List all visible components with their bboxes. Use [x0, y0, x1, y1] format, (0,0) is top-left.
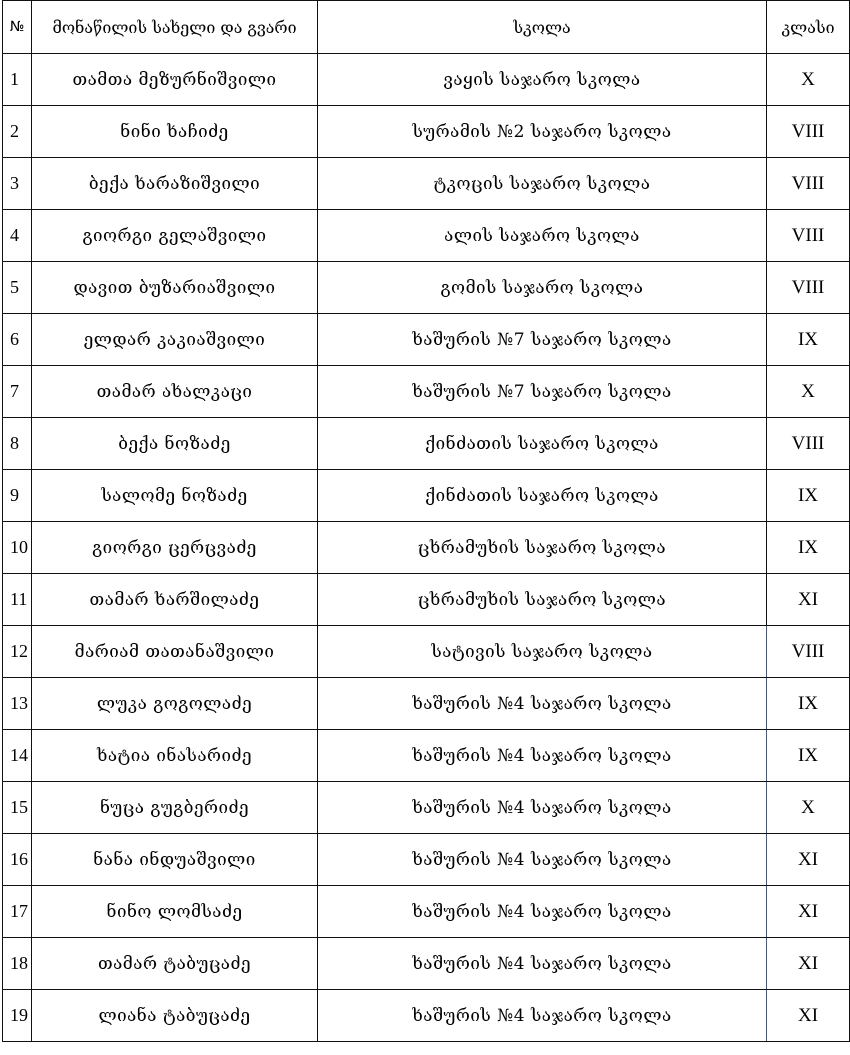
participants-table [2, 0, 850, 1042]
class-grade: VIII [767, 626, 850, 678]
participant-name: გიორგი გელაშვილი [32, 210, 318, 262]
class-grade: IX [767, 470, 850, 522]
school-name: ალის საჯარო სკოლა [318, 210, 767, 262]
class-grade: XI [767, 990, 850, 1042]
table-row [3, 470, 850, 522]
table-row [3, 678, 850, 730]
participant-name: მარიამ თათანაშვილი [32, 626, 318, 678]
school-name: ხაშურის №4 საჯარო სკოლა [318, 678, 767, 730]
participant-name: ნუცა გუგბერიძე [32, 782, 318, 834]
school-name: გომის საჯარო სკოლა [318, 262, 767, 314]
class-grade: X [767, 54, 850, 106]
class-grade: XI [767, 886, 850, 938]
participant-name: გიორგი ცერცვაძე [32, 522, 318, 574]
class-grade: VIII [767, 418, 850, 470]
school-name: სურამის №2 საჯარო სკოლა [318, 106, 767, 158]
header-class: კლასი [767, 1, 850, 54]
table-row [3, 574, 850, 626]
participant-name: ნინო ლომსაძე [32, 886, 318, 938]
class-grade: VIII [767, 158, 850, 210]
class-grade: VIII [767, 210, 850, 262]
school-name: ხაშურის №4 საჯარო სკოლა [318, 834, 767, 886]
header-number: № [3, 1, 32, 54]
class-grade: IX [767, 678, 850, 730]
row-number: 5 [3, 262, 32, 314]
class-grade: XI [767, 834, 850, 886]
school-name: ვაყის საჯარო სკოლა [318, 54, 767, 106]
row-number: 1 [3, 54, 32, 106]
school-name: ცხრამუხის საჯარო სკოლა [318, 522, 767, 574]
row-number: 2 [3, 106, 32, 158]
header-school: სკოლა [318, 1, 767, 54]
table-row [3, 366, 850, 418]
table-row [3, 418, 850, 470]
row-number: 19 [3, 990, 32, 1042]
table-row [3, 314, 850, 366]
row-number: 4 [3, 210, 32, 262]
participant-name: ნანა ინდუაშვილი [32, 834, 318, 886]
row-number: 17 [3, 886, 32, 938]
table-row [3, 990, 850, 1042]
school-name: სატივის საჯარო სკოლა [318, 626, 767, 678]
school-name: ხაშურის №4 საჯარო სკოლა [318, 886, 767, 938]
class-grade: IX [767, 730, 850, 782]
table-row [3, 626, 850, 678]
class-grade: XI [767, 574, 850, 626]
school-name: ხაშურის №4 საჯარო სკოლა [318, 938, 767, 990]
class-grade: IX [767, 314, 850, 366]
participant-name: ბექა ხარაზიშვილი [32, 158, 318, 210]
table-row [3, 886, 850, 938]
row-number: 8 [3, 418, 32, 470]
table-row [3, 210, 850, 262]
class-grade: X [767, 782, 850, 834]
school-name: ტკოცის საჯარო სკოლა [318, 158, 767, 210]
row-number: 15 [3, 782, 32, 834]
row-number: 12 [3, 626, 32, 678]
school-name: ცხრამუხის საჯარო სკოლა [318, 574, 767, 626]
row-number: 6 [3, 314, 32, 366]
table-body [3, 54, 850, 1042]
class-grade: VIII [767, 106, 850, 158]
school-name: ქინძათის საჯარო სკოლა [318, 470, 767, 522]
table-row [3, 938, 850, 990]
school-name: ხაშურის №7 საჯარო სკოლა [318, 366, 767, 418]
school-name: ხაშურის №7 საჯარო სკოლა [318, 314, 767, 366]
school-name: ხაშურის №4 საჯარო სკოლა [318, 782, 767, 834]
participant-name: თამარ ხარშილაძე [32, 574, 318, 626]
participant-name: ხატია ინასარიძე [32, 730, 318, 782]
school-name: ხაშურის №4 საჯარო სკოლა [318, 990, 767, 1042]
table-row [3, 834, 850, 886]
participant-name: ლიანა ტაბუცაძე [32, 990, 318, 1042]
row-number: 14 [3, 730, 32, 782]
table-header-row [3, 1, 850, 54]
table-row [3, 262, 850, 314]
participant-name: თამარ ტაბუცაძე [32, 938, 318, 990]
row-number: 9 [3, 470, 32, 522]
class-grade: VIII [767, 262, 850, 314]
table-row [3, 158, 850, 210]
row-number: 3 [3, 158, 32, 210]
table-row [3, 106, 850, 158]
row-number: 7 [3, 366, 32, 418]
participant-name: თამთა მეზურნიშვილი [32, 54, 318, 106]
table-row [3, 730, 850, 782]
class-grade: IX [767, 522, 850, 574]
participant-name: დავით ბუზარიაშვილი [32, 262, 318, 314]
row-number: 11 [3, 574, 32, 626]
row-number: 16 [3, 834, 32, 886]
participant-name: სალომე ნოზაძე [32, 470, 318, 522]
class-grade: XI [767, 938, 850, 990]
header-name: მონაწილის სახელი და გვარი [32, 1, 318, 54]
participant-name: ლუკა გოგოლაძე [32, 678, 318, 730]
participant-name: თამარ ახალკაცი [32, 366, 318, 418]
class-grade: X [767, 366, 850, 418]
participant-name: ბექა ნოზაძე [32, 418, 318, 470]
school-name: ქინძათის საჯარო სკოლა [318, 418, 767, 470]
table-row [3, 54, 850, 106]
row-number: 18 [3, 938, 32, 990]
table-row [3, 782, 850, 834]
school-name: ხაშურის №4 საჯარო სკოლა [318, 730, 767, 782]
table-row [3, 522, 850, 574]
participant-name: ელდარ კაკიაშვილი [32, 314, 318, 366]
participant-name: ნინი ხაჩიძე [32, 106, 318, 158]
row-number: 13 [3, 678, 32, 730]
row-number: 10 [3, 522, 32, 574]
